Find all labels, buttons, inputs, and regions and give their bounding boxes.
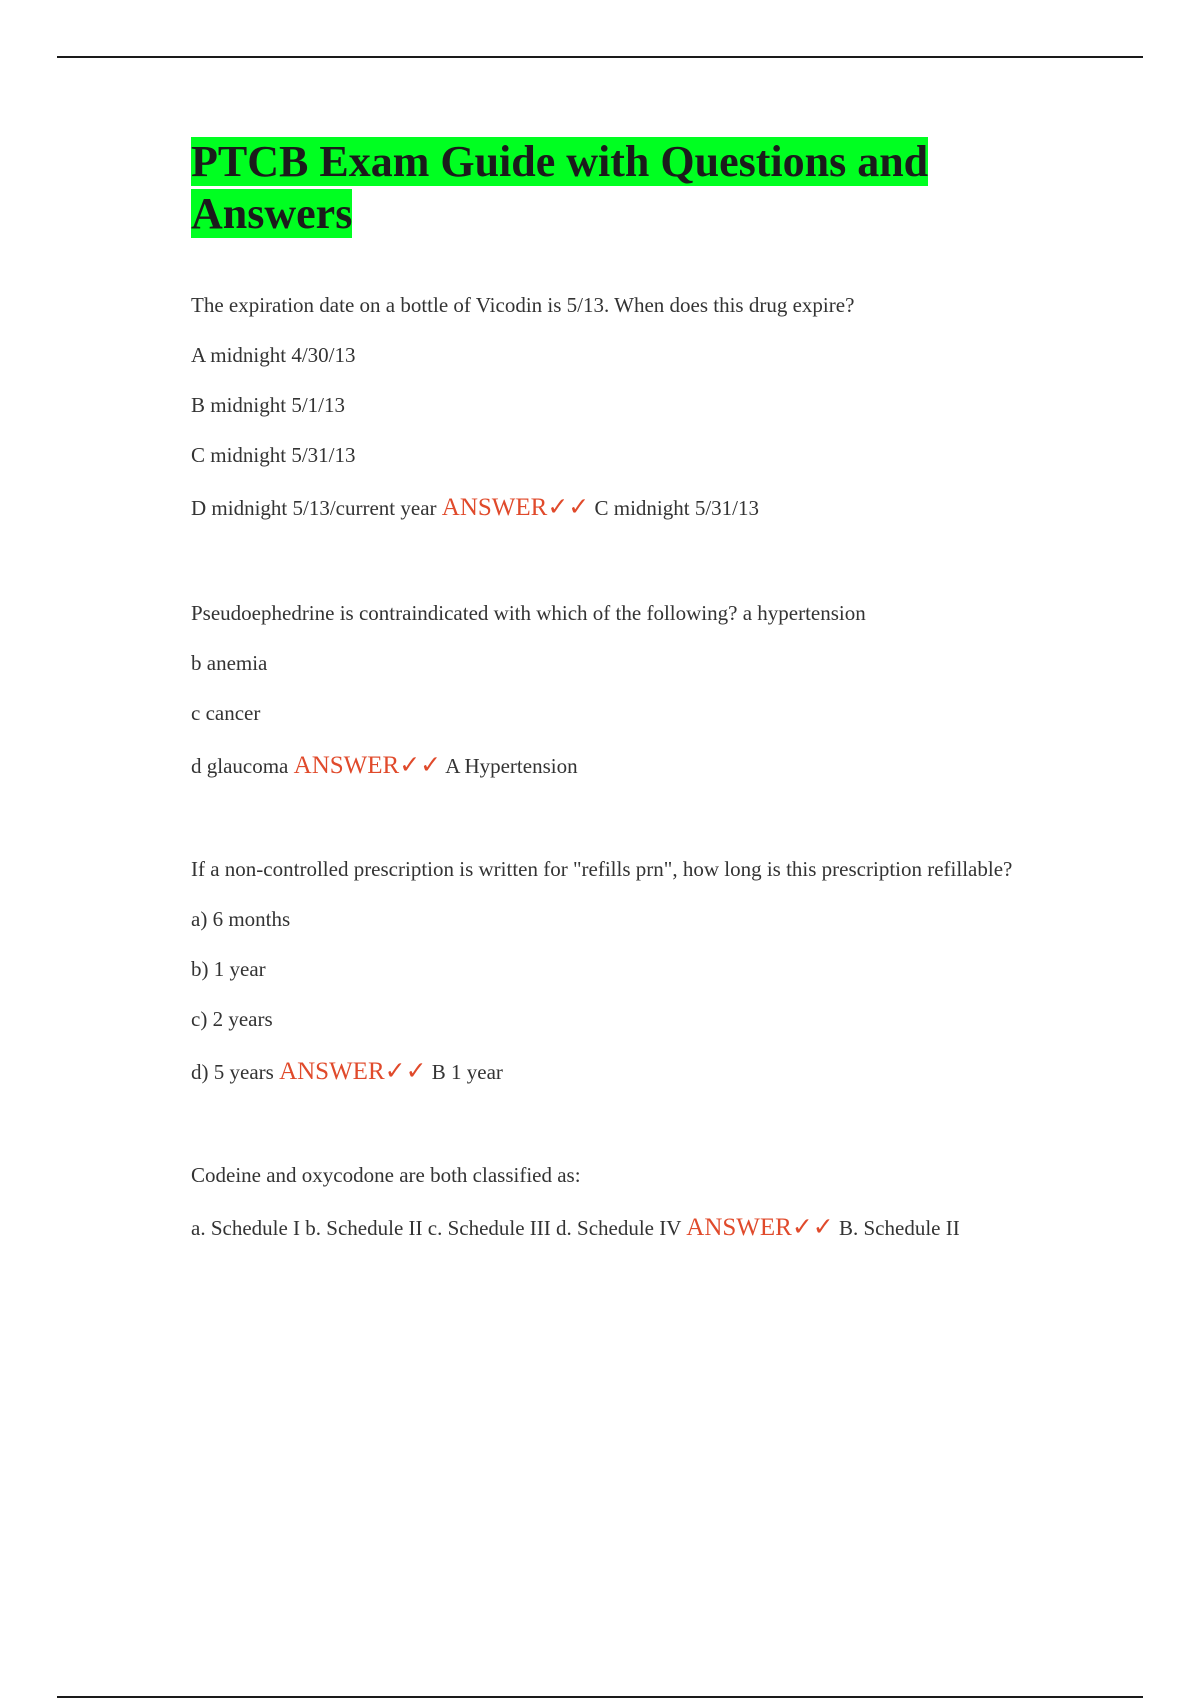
answer-option: c) 2 years [191,1007,273,1031]
answer-line [191,746,1071,786]
answer-option: b) 1 year [191,957,266,981]
answer-option: d glaucoma [191,754,289,778]
answer-option: b anemia [191,651,268,675]
correct-answer: C midnight 5/31/13 [594,496,759,520]
correct-answer: B 1 year [431,1060,503,1084]
title-highlight: PTCB Exam Guide with Questions and Answers [191,137,929,238]
answer-option: C midnight 5/31/13 [191,443,356,467]
correct-answer: B. Schedule II [839,1216,960,1240]
answer-option: D midnight 5/13/current year [191,496,437,520]
answer-tag: ANSWER✓✓ [279,1058,427,1085]
answer-line [191,1052,1071,1092]
answer-option: A midnight 4/30/13 [191,343,356,367]
question-1 [191,286,1071,528]
answer-tag: ANSWER✓✓ [686,1214,834,1241]
document-title [191,136,1071,240]
answer-option: c cancer [191,701,261,725]
question-prompt: Codeine and oxycodone are both classified as: [191,1163,581,1187]
question-prompt: The expiration date on a bottle of Vicodin is 5/13. When does this drug expire? [191,293,855,317]
answer-option: a) 6 months [191,907,291,931]
footer-rule [57,1696,1143,1698]
answer-line [191,488,1071,528]
answer-line [191,1208,1071,1248]
question-3 [191,850,1071,1092]
answer-option: d) 5 years [191,1060,274,1084]
document-body [191,136,1071,1248]
answer-tag: ANSWER✓✓ [441,494,590,521]
answer-option: B midnight 5/1/13 [191,393,346,417]
header-rule [57,56,1143,58]
question-4 [191,1156,1071,1248]
question-prompt: If a non-controlled prescription is written for "refills prn", how long is this prescription refillable? [191,857,1013,881]
correct-answer: A Hypertension [445,754,578,778]
answer-option: a. Schedule I b. Schedule II c. Schedule III d. Schedule IV [191,1216,682,1240]
question-prompt: Pseudoephedrine is contraindicated with which of the following? a hypertension [191,601,866,625]
question-2 [191,594,1071,786]
answer-tag: ANSWER✓✓ [293,752,442,779]
